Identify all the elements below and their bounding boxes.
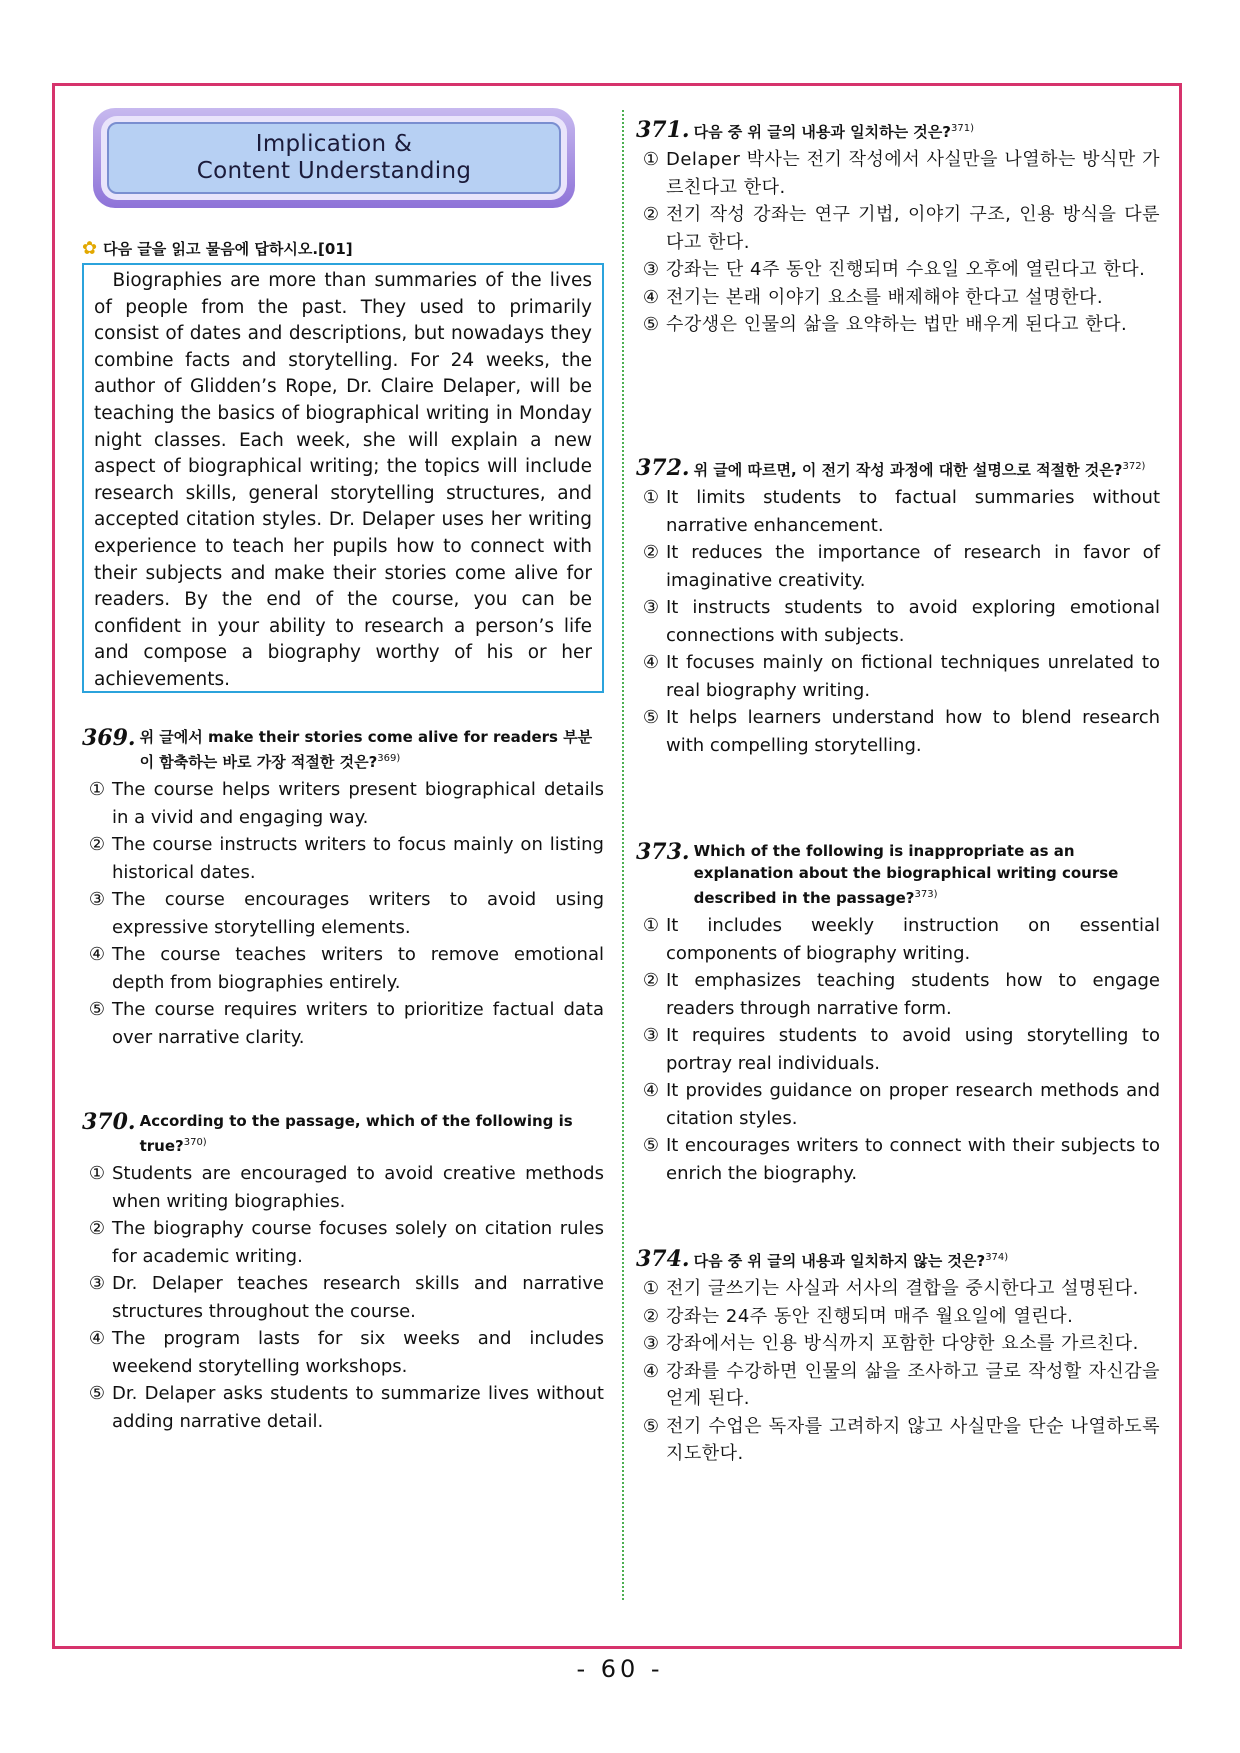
question-number: 369.	[82, 725, 136, 751]
question-370	[82, 1110, 604, 1435]
answer-option-3[interactable]: ③ 강좌는 단 4주 동안 진행되며 수요일 오후에 열린다고 한다.	[642, 259, 1146, 280]
question-371	[636, 118, 1160, 339]
footnote-marker: 371)	[950, 123, 974, 134]
question-number: 371.	[636, 117, 690, 143]
answer-option-5[interactable]: ⑤ It encourages writers to connect with their subjects to enrich the biography.	[642, 1135, 1160, 1184]
answer-option-3[interactable]: ③ 강좌에서는 인용 방식까지 포함한 다양한 요소를 가르친다.	[642, 1333, 1139, 1354]
flower-icon: ✿	[82, 238, 98, 259]
answer-option-1[interactable]: ① It includes weekly instruction on essential components of biography writing.	[642, 915, 1160, 964]
question-number: 373.	[636, 839, 690, 865]
question-text: 다음 중 위 글의 내용과 일치하는 것은?	[693, 123, 951, 141]
footnote-marker: 370)	[183, 1137, 207, 1148]
question-369	[82, 726, 604, 1051]
answer-option-2[interactable]: ② The course instructs writers to focus mainly on listing historical dates.	[88, 834, 604, 883]
passage-text: Biographies are more than summaries of the lives of people from the past. They used to primarily consist of dates and descriptions, but nowadays they combine facts and storytelling. For 24 weeks, the author of Glidden’s Rope, Dr. Claire Delaper, will be teaching the basics of biographical writing in Monday night classes. Each week, she will explain a new aspect of biographical writing; the topics will include research skills, general storytelling structures, and accepted citation styles. Dr. Delaper uses her writing experience to teach her pupils how to connect with their subjects and make their stories come alive for readers. By the end of the course, you can be confident in your ability to research a person’s life and compose a biography worthy of his or her achievements.	[94, 270, 592, 690]
instruction	[82, 238, 353, 259]
answer-option-1[interactable]: ① The course helps writers present biographical details in a vivid and engaging way.	[88, 779, 604, 828]
answer-option-2[interactable]: ② 전기 작성 강좌는 연구 기법, 이야기 구조, 인용 방식을 다룬다고 한다.	[642, 204, 1160, 253]
footnote-marker: 372)	[1122, 461, 1146, 472]
answer-option-5[interactable]: ⑤ Dr. Delaper asks students to summarize lives without adding narrative detail.	[88, 1383, 604, 1432]
answer-option-2[interactable]: ② The biography course focuses solely on citation rules for academic writing.	[88, 1218, 604, 1267]
question-text: 위 글에서 make their stories come alive for readers 부분이 함축하는 바로 가장 적절한 것은?	[139, 728, 593, 771]
answer-option-3[interactable]: ③ It requires students to avoid using storytelling to portray real individuals.	[642, 1025, 1160, 1074]
section-title-banner	[93, 108, 575, 208]
answer-option-5[interactable]: ⑤ It helps learners understand how to blend research with compelling storytelling.	[642, 707, 1160, 756]
footnote-marker: 369)	[377, 753, 401, 764]
answer-option-3[interactable]: ③ Dr. Delaper teaches research skills and narrative structures throughout the course.	[88, 1273, 604, 1322]
answer-option-5[interactable]: ⑤ 전기 수업은 독자를 고려하지 않고 사실만을 단순 나열하도록 지도한다.	[642, 1415, 1160, 1464]
answer-option-4[interactable]: ④ 전기는 본래 이야기 요소를 배제해야 한다고 설명한다.	[642, 286, 1104, 308]
answer-option-4[interactable]: ④ The course teaches writers to remove emotional depth from biographies entirely.	[88, 944, 604, 993]
answer-option-1[interactable]: ① 전기 글쓰기는 사실과 서사의 결합을 중시한다고 설명된다.	[642, 1278, 1139, 1299]
footnote-marker: 373)	[914, 889, 938, 900]
answer-option-4[interactable]: ④ 강좌를 수강하면 인물의 삶을 조사하고 글로 작성할 자신감을 얻게 된다.	[642, 1360, 1160, 1409]
reading-passage	[82, 263, 604, 693]
answer-option-3[interactable]: ③ It instructs students to avoid exploring emotional connections with subjects.	[642, 597, 1160, 646]
footnote-marker: 374)	[985, 1252, 1009, 1263]
instruction-text: 다음 글을 읽고 물음에 답하시오.[01]	[103, 240, 353, 258]
question-text: 위 글에 따르면, 이 전기 작성 과정에 대한 설명으로 적절한 것은?	[693, 461, 1123, 479]
section-title-line2: Content Understanding	[196, 158, 472, 184]
page-number: - 60 -	[576, 1655, 664, 1683]
answer-option-4[interactable]: ④ It focuses mainly on fictional techniques unrelated to real biography writing.	[642, 652, 1160, 701]
answer-option-1[interactable]: ① Students are encouraged to avoid creative methods when writing biographies.	[88, 1163, 604, 1212]
question-number: 370.	[82, 1109, 136, 1135]
answer-option-5[interactable]: ⑤ The course requires writers to prioritize factual data over narrative clarity.	[88, 999, 604, 1048]
column-divider	[622, 110, 624, 1600]
answer-option-2[interactable]: ② It reduces the importance of research in favor of imaginative creativity.	[642, 542, 1160, 591]
answer-option-3[interactable]: ③ The course encourages writers to avoid using expressive storytelling elements.	[88, 889, 604, 938]
answer-option-2[interactable]: ② It emphasizes teaching students how to engage readers through narrative form.	[642, 970, 1160, 1019]
question-text: According to the passage, which of the following is true?	[139, 1112, 573, 1155]
question-text: 다음 중 위 글의 내용과 일치하지 않는 것은?	[693, 1252, 986, 1270]
section-title-line1: Implication &	[255, 131, 413, 157]
answer-option-1[interactable]: ① It limits students to factual summaries without narrative enhancement.	[642, 487, 1160, 536]
question-number: 372.	[636, 455, 690, 481]
answer-option-2[interactable]: ② 강좌는 24주 동안 진행되며 매주 월요일에 열린다.	[642, 1305, 1074, 1327]
question-373	[636, 840, 1160, 1187]
answer-option-5[interactable]: ⑤ 수강생은 인물의 삶을 요약하는 법만 배우게 된다고 한다.	[642, 314, 1128, 335]
answer-option-1[interactable]: ① Delaper 박사는 전기 작성에서 사실만을 나열하는 방식만 가르친다고 한다.	[642, 149, 1160, 198]
question-374	[636, 1247, 1160, 1468]
answer-option-4[interactable]: ④ It provides guidance on proper research methods and citation styles.	[642, 1080, 1160, 1129]
question-number: 374.	[636, 1246, 690, 1272]
question-372	[636, 456, 1160, 759]
question-text: Which of the following is inappropriate as an explanation about the biographical writing course described in the passage?	[693, 842, 1119, 907]
answer-option-4[interactable]: ④ The program lasts for six weeks and includes weekend storytelling workshops.	[88, 1328, 604, 1377]
